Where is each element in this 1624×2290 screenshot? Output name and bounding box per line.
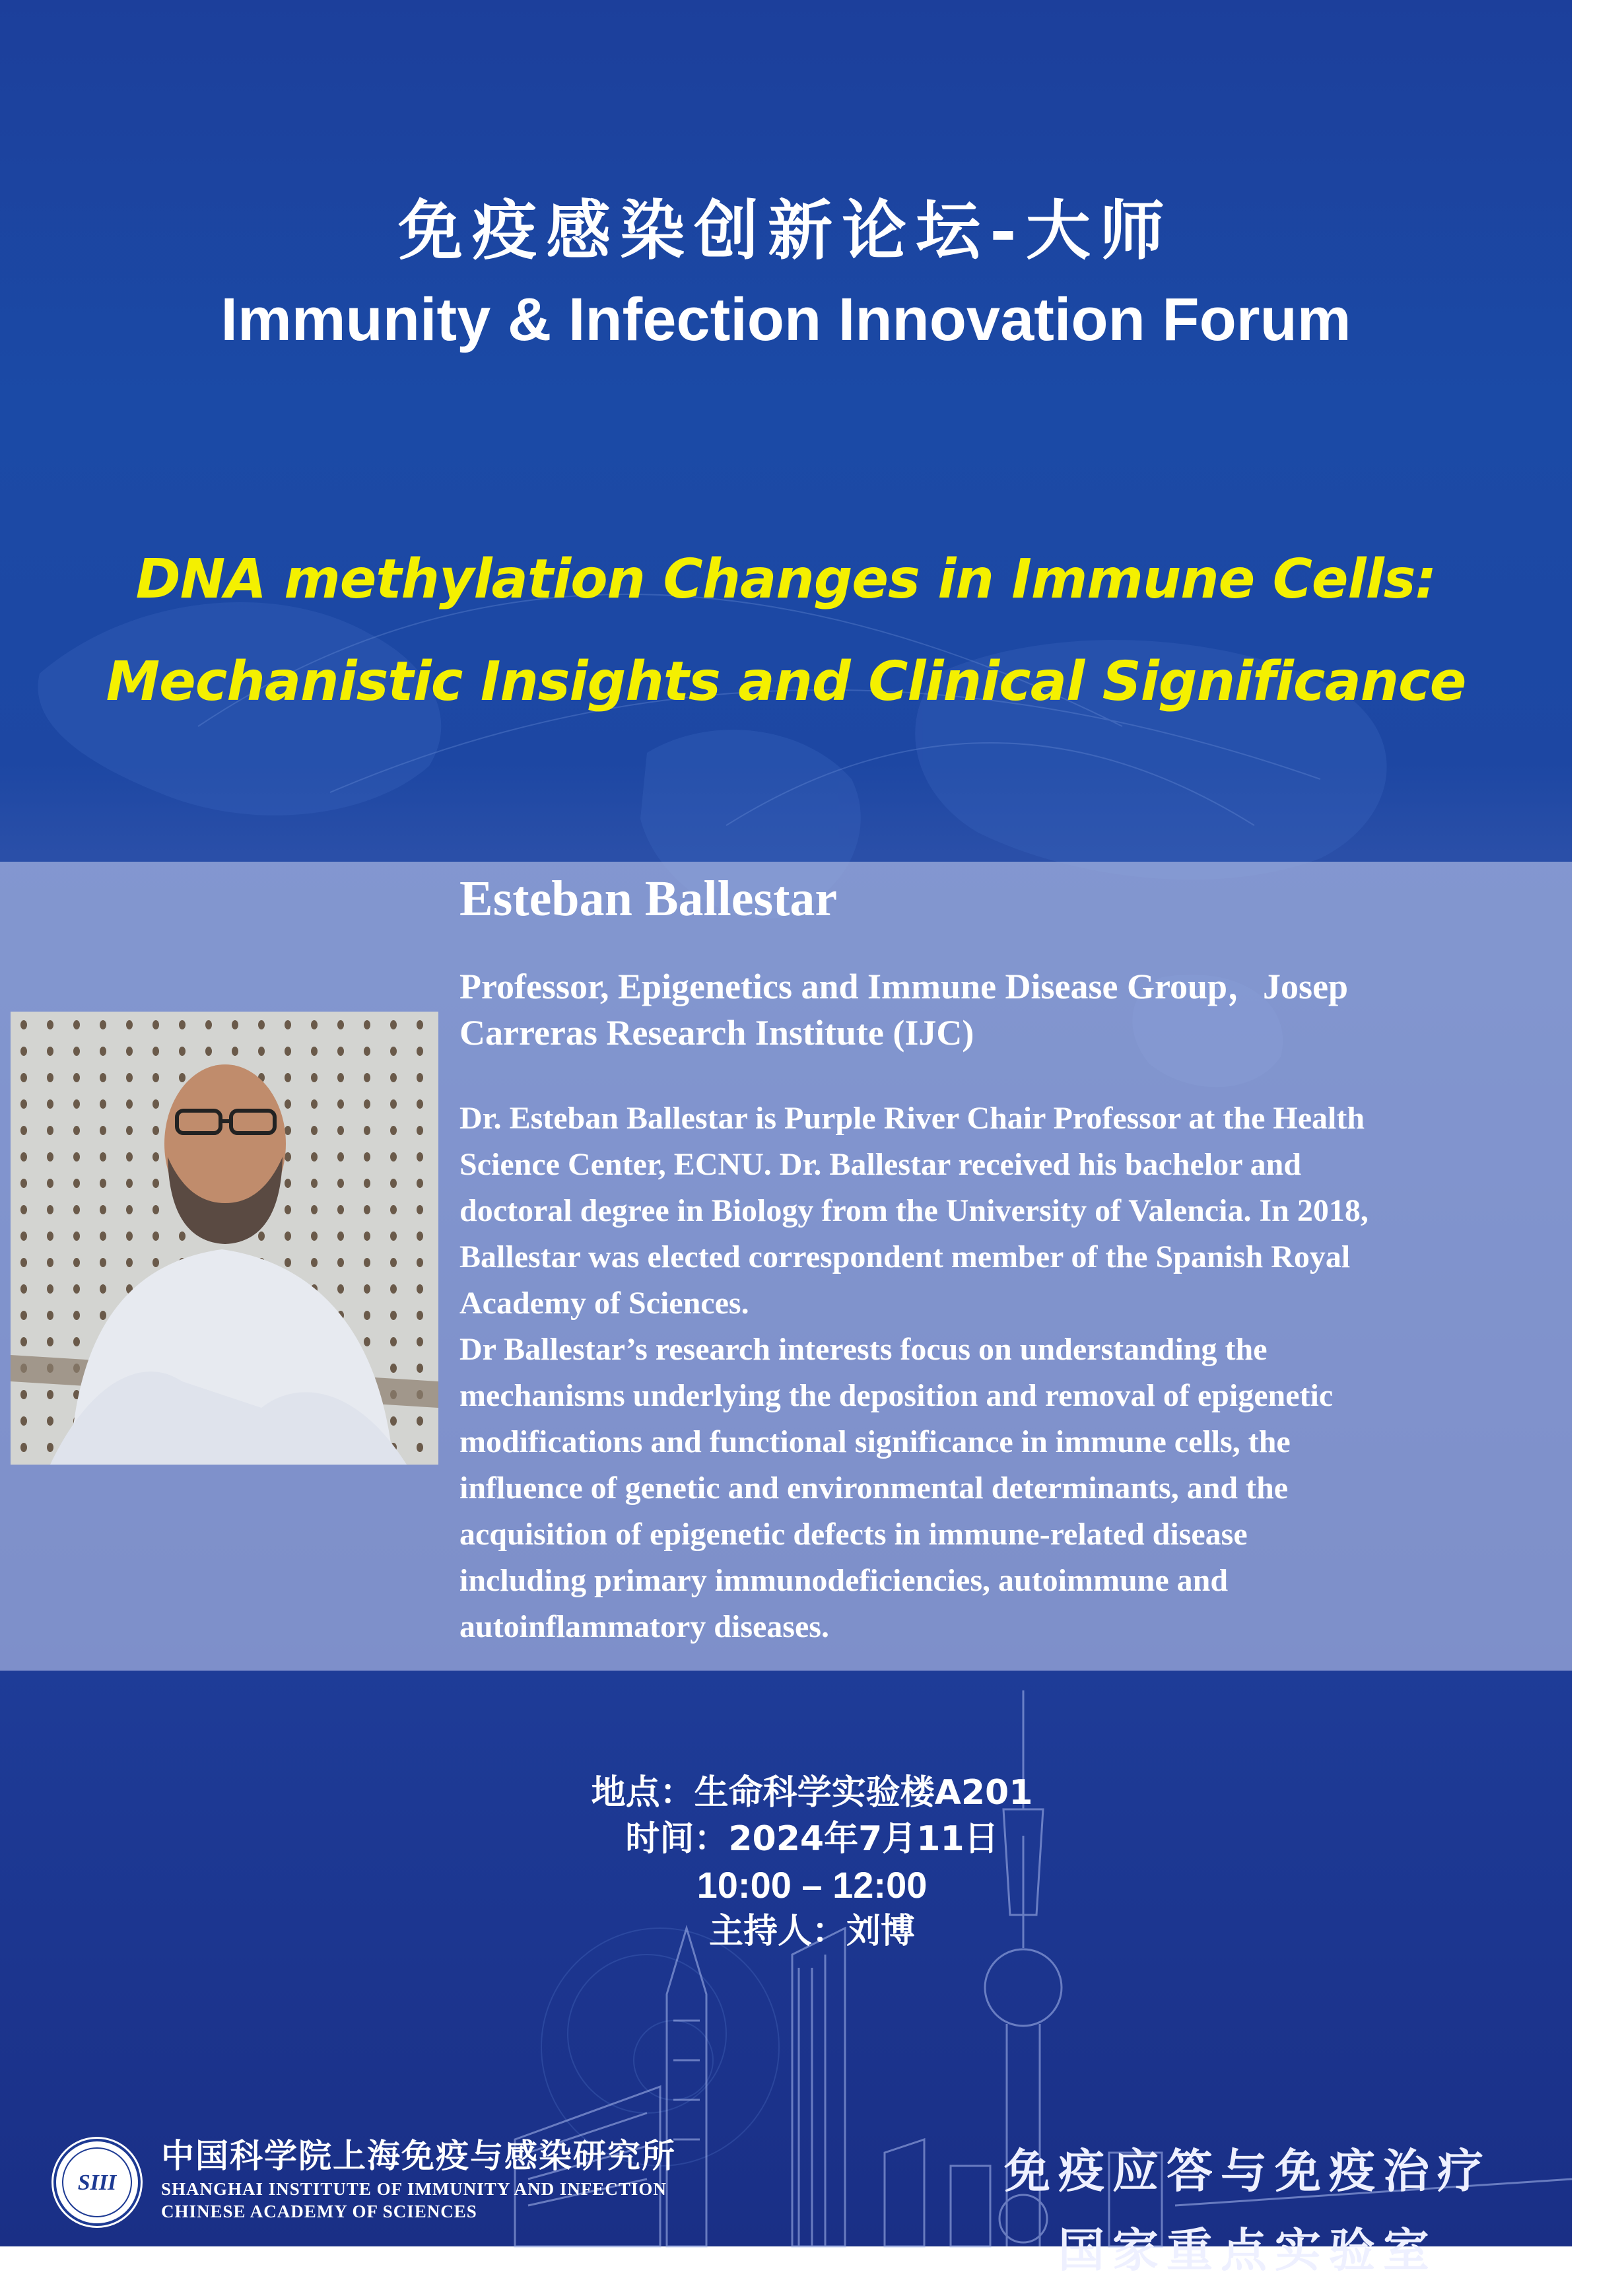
institute-name-zh: 中国科学院上海免疫与感染研究所 — [161, 2136, 676, 2175]
bio-line: autoinflammatory diseases. — [459, 1609, 829, 1644]
siii-logo-graphic — [51, 2137, 143, 2228]
bio-line: Dr. Esteban Ballestar is Purple River Chair Professor at the Health — [459, 1101, 1365, 1136]
forum-title-block — [0, 185, 1572, 359]
bio-line: Ballestar was elected correspondent member of the Spanish Royal — [459, 1239, 1351, 1274]
forum-title-en: Immunity & Infection Innovation Forum — [220, 286, 1351, 353]
bio-line: acquisition of epigenetic defects in immune-related disease — [459, 1517, 1248, 1552]
event-time-range: 10:00 – 12:00 — [696, 1864, 928, 1906]
event-host: 主持人：刘博 — [708, 1912, 915, 1951]
bio-line: including primary immunodeficiencies, autoimmune and — [459, 1563, 1229, 1598]
talk-title-line-2: Mechanistic Insights and Clinical Significance — [106, 650, 1466, 713]
bio-line: doctoral degree in Biology from the University of Valencia. In 2018, — [459, 1193, 1369, 1228]
bio-line: mechanisms underlying the deposition and removal of epigenetic — [459, 1378, 1334, 1413]
bio-line: influence of genetic and environmental determinants, and the — [459, 1471, 1289, 1506]
event-location: 地点：生命科学实验楼A201 — [591, 1773, 1033, 1813]
speaker-photo — [11, 1012, 438, 1465]
speaker-name: Esteban Ballestar — [459, 871, 838, 926]
event-date: 时间：2024年7月11日 — [625, 1819, 999, 1859]
speaker-photo-illustration — [11, 1012, 438, 1465]
talk-title-block — [0, 528, 1572, 733]
speaker-affiliation-line-1: Professor, Epigenetics and Immune Disease Group，Josep — [459, 967, 1349, 1006]
speaker-info — [459, 862, 1542, 1650]
talk-title-line-1: DNA methylation Changes in Immune Cells: — [135, 548, 1437, 611]
institute-name-en-line-2: CHINESE ACADEMY OF SCIENCES — [161, 2202, 477, 2221]
bio-line: Academy of Sciences. — [459, 1286, 749, 1321]
event-info — [0, 1770, 1624, 1955]
institute-name — [161, 2134, 676, 2223]
bio-line: Science Center, ECNU. Dr. Ballestar received his bachelor and — [459, 1147, 1302, 1182]
speaker-affiliation-line-2: Carreras Research Institute (IJC) — [459, 1013, 974, 1053]
lab-name-line-2: 国家重点实验室 — [1058, 2223, 1437, 2277]
state-key-lab-name — [951, 2132, 1545, 2290]
bio-line: modifications and functional significance in immune cells, the — [459, 1424, 1291, 1459]
lab-name-line-1: 免疫应答与免疫治疗 — [1004, 2143, 1491, 2198]
forum-title-zh: 免疫感染创新论坛-大师 — [398, 193, 1174, 269]
logo-badge-text: SIII — [77, 2170, 117, 2195]
institute-name-en-line-1: SHANGHAI INSTITUTE OF IMMUNITY AND INFECTION — [161, 2179, 667, 2199]
siii-logo-icon — [51, 2137, 143, 2228]
bio-line: Dr Ballestar’s research interests focus on understanding the — [459, 1332, 1268, 1367]
